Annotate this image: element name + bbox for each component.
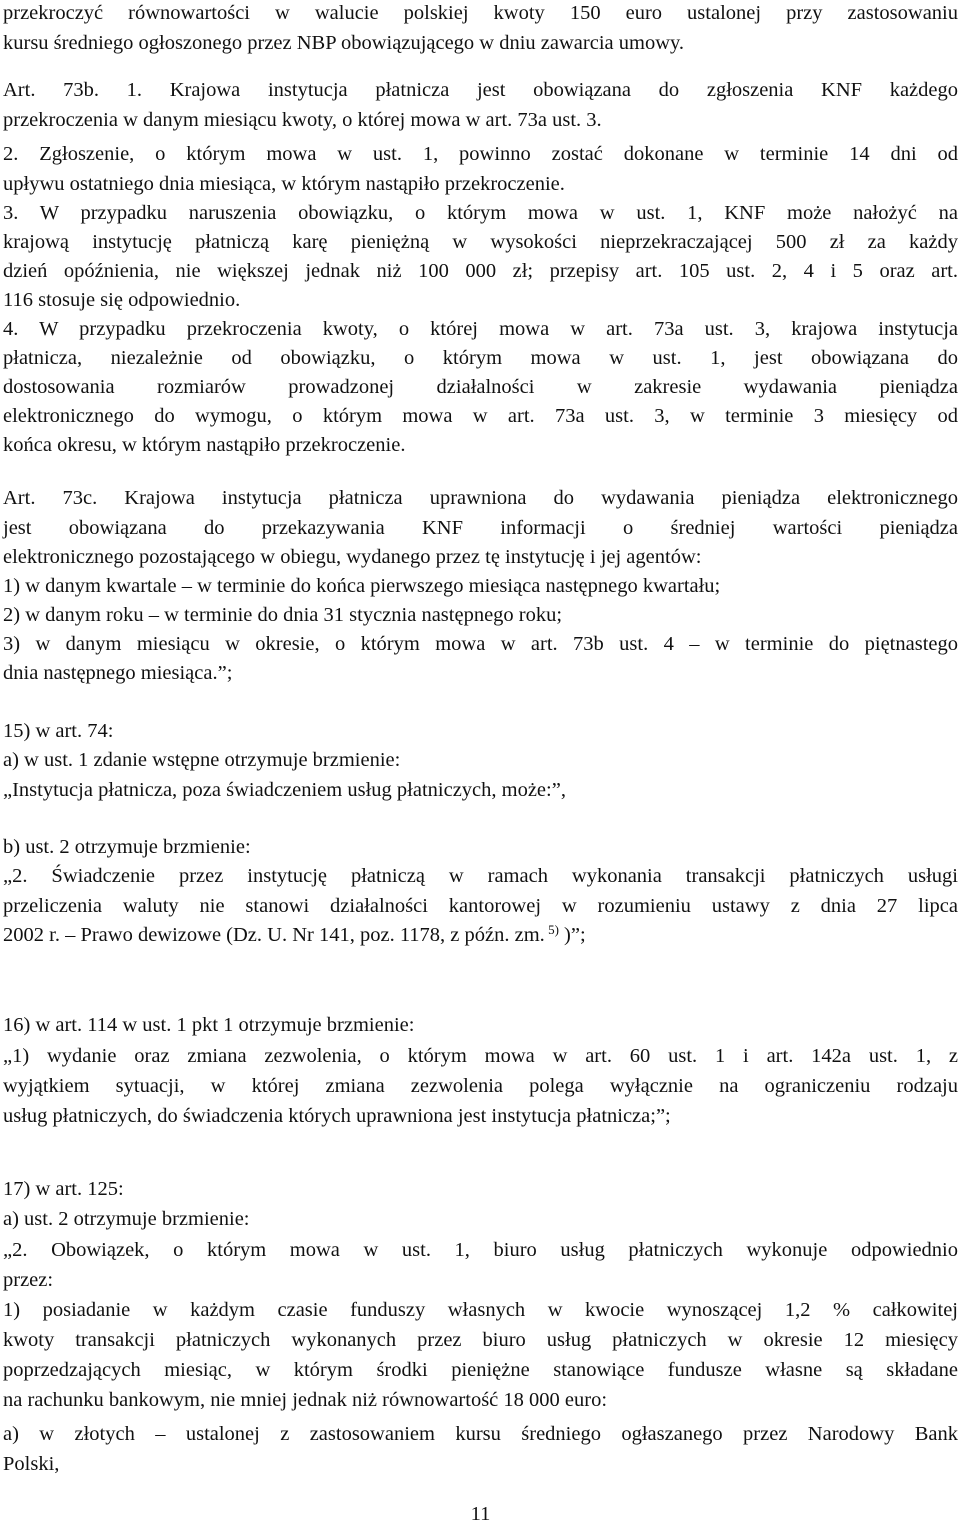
text-line: przekroczyć równowartości w walucie polskiej kwoty 150 euro ustalonej przy zastosowaniu [3,2,958,24]
text-line: dnia następnego miesiąca.”; [3,662,233,684]
text-line: 2. Zgłoszenie, o którym mowa w ust. 1, powinno zostać dokonane w terminie 14 dni od [3,143,958,165]
text-line: płatnicza, niezależnie od obowiązku, o którym mowa w ust. 1, jest obowiązana do [3,347,958,369]
text-line: „2. Obowiązek, o którym mowa w ust. 1, biuro usług płatniczych wykonuje odpowiednio [3,1239,958,1261]
text-line: 4. W przypadku przekroczenia kwoty, o której mowa w art. 73a ust. 3, krajowa instytucja [3,318,958,340]
text-line: przez: [3,1269,54,1291]
text-line: a) w złotych – ustalonej z zastosowaniem kursu średniego ogłaszanego przez Narodowy Bank [3,1423,958,1445]
text-line: 15) w art. 74: [3,720,114,742]
text-line: b) ust. 2 otrzymuje brzmienie: [3,836,251,858]
text-line: dzień opóźnienia, nie większej jednak niż 100 000 zł; przepisy art. 105 ust. 2, 4 i 5 oraz art. [3,260,958,282]
text-line: poprzedzających miesiąc, w którym środki pieniężne stanowiące fundusze własne są składane [3,1359,958,1381]
text-line: 17) w art. 125: [3,1178,124,1200]
footnote-tail: )”; [558,924,586,946]
text-line: „1) wydanie oraz zmiana zezwolenia, o którym mowa w art. 60 ust. 1 i art. 142a ust. 1, z [3,1045,958,1067]
text-line: a) w ust. 1 zdanie wstępne otrzymuje brzmienie: [3,749,401,771]
text-line: krajową instytucję płatniczą karę pieniężną w wysokości nieprzekraczającej 500 zł za każdy [3,231,958,253]
document-page [3,0,958,1524]
text-line: 1) posiadanie w każdym czasie funduszy własnych w kwocie wynoszącej 1,2 % całkowitej [3,1299,958,1321]
text-line: dostosowania rozmiarów prowadzonej działalności w zakresie wydawania pieniądza [3,376,958,398]
text-line: usług płatniczych, do świadczenia których uprawniona jest instytucja płatnicza;”; [3,1105,671,1127]
text-line: 16) w art. 114 w ust. 1 pkt 1 otrzymuje brzmienie: [3,1014,415,1036]
footnote-marker: 5) [544,922,559,937]
text-line: Art. 73c. Krajowa instytucja płatnicza uprawniona do wydawania pieniądza elektronicznego [3,487,958,509]
text-line: upływu ostatniego dnia miesiąca, w którym nastąpiło przekroczenie. [3,173,565,195]
text-line: 3. W przypadku naruszenia obowiązku, o którym mowa w ust. 1, KNF może nałożyć na [3,202,958,224]
text-line: Art. 73b. 1. Krajowa instytucja płatnicza jest obowiązana do zgłoszenia KNF każdego [3,79,958,101]
text-line: na rachunku bankowym, nie mniej jednak niż równowartość 18 000 euro: [3,1389,608,1411]
text-line: kursu średniego ogłoszonego przez NBP obowiązującego w dniu zawarcia umowy. [3,32,685,54]
text-line: jest obowiązana do przekazywania KNF informacji o średniej wartości pieniądza [3,517,958,539]
text-line: elektronicznego do wymogu, o którym mowa w art. 73a ust. 3, w terminie 3 miesięcy od [3,405,958,427]
text-line: a) ust. 2 otrzymuje brzmienie: [3,1208,250,1230]
text-line: 2) w danym roku – w terminie do dnia 31 stycznia następnego roku; [3,604,563,626]
text-line: 3) w danym miesiącu w okresie, o którym mowa w art. 73b ust. 4 – w terminie do piętnastego [3,633,958,655]
text-line: przeliczenia waluty nie stanowi działalności kantorowej w rozumieniu ustawy z dnia 27 lipca [3,895,958,917]
text-line: 1) w danym kwartale – w terminie do końca pierwszego miesiąca następnego kwartału; [3,575,721,597]
text-line: wyjątkiem sytuacji, w której zmiana zezwolenia polega wyłącznie na ograniczeniu rodzaju [3,1075,958,1097]
text-line: Polski, [3,1453,60,1475]
text-line: elektronicznego pozostającego w obiegu, wydanego przez tę instytucję i jej agentów: [3,546,702,568]
page-number: 11 [470,1503,491,1525]
text-line: przekroczenia w danym miesiącu kwoty, o której mowa w art. 73a ust. 3. [3,109,602,131]
text-line: „Instytucja płatnicza, poza świadczeniem usług płatniczych, może:”, [3,779,566,801]
text-line: 2002 r. – Prawo dewizowe (Dz. U. Nr 141, poz. 1178, z późn. zm. $^{5)}$ )”; [3,922,586,946]
text-line: „2. Świadczenie przez instytucję płatniczą w ramach wykonania transakcji płatniczych usługi [3,865,958,887]
text-line: 116 stosuje się odpowiednio. [3,289,241,311]
text-line: końca okresu, w którym nastąpiło przekroczenie. [3,434,406,456]
text-line: kwoty transakcji płatniczych wykonanych przez biuro usług płatniczych w okresie 12 miesięcy [3,1329,958,1351]
